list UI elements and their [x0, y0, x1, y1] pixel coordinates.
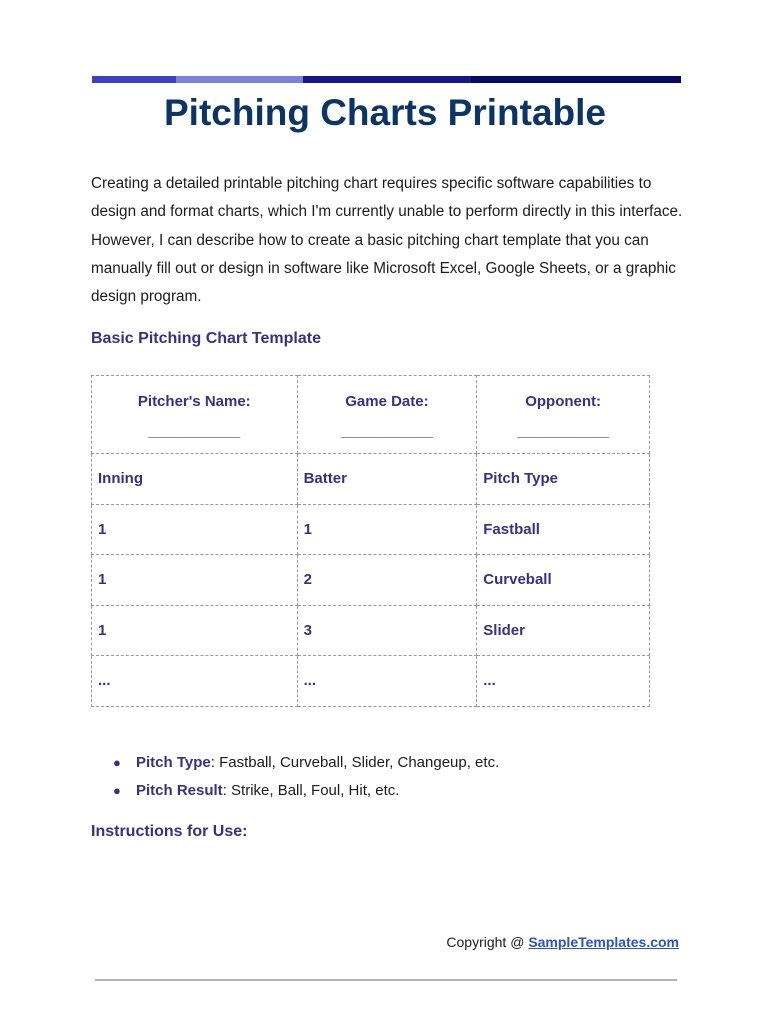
- table-cell-inning: 1: [92, 504, 298, 555]
- opponent-blank: ___________: [517, 423, 610, 440]
- table-cell-batter: 1: [297, 504, 477, 555]
- table-cell-pitch-type: Fastball: [477, 504, 650, 555]
- copyright-footer: [446, 934, 679, 950]
- section-heading-template: Basic Pitching Chart Template: [91, 330, 321, 347]
- table-cell-batter: 3: [297, 605, 477, 656]
- table-row: [92, 605, 650, 656]
- pitch-legend-list: [113, 749, 499, 805]
- pitcher-name-label: Pitcher's Name:: [137, 393, 251, 410]
- intro-paragraph: Creating a detailed printable pitching chart requires specific software capabilities to design and format charts, which I'm currently unable to perform directly in this interface. However, I can describe how to create a basic pitching chart template that you can manually fill out or design in software like Microsoft Excel, Google Sheets, or a graphic design program.: [91, 175, 683, 306]
- table-cell-pitch-type: Curveball: [477, 555, 650, 606]
- color-bar-segment: [92, 76, 176, 83]
- table-row: [92, 656, 650, 707]
- column-header-pitch-type: Pitch Type: [477, 454, 650, 505]
- table-cell-batter: 2: [297, 555, 477, 606]
- list-item: [113, 777, 499, 805]
- list-item-term: Pitch Type: [136, 754, 211, 771]
- table-row: [92, 504, 650, 555]
- bullet-icon: ●: [113, 755, 121, 770]
- table-column-headers-row: [92, 454, 650, 505]
- color-bar-segment: [471, 76, 681, 83]
- column-header-batter: Batter: [297, 454, 477, 505]
- section-heading-instructions: Instructions for Use:: [91, 823, 248, 840]
- table-cell-inning: 1: [92, 555, 298, 606]
- opponent-label: Opponent:: [525, 393, 602, 410]
- copyright-text: Copyright @: [446, 934, 529, 950]
- table-cell-inning: ...: [92, 656, 298, 707]
- column-header-inning: Inning: [92, 454, 298, 505]
- page-title: Pitching Charts Printable: [163, 92, 606, 133]
- pitching-chart-table: [91, 375, 650, 707]
- game-date-blank: ___________: [341, 423, 433, 440]
- table-cell-inning: 1: [92, 605, 298, 656]
- table-cell-pitch-type: ...: [477, 656, 650, 707]
- pitcher-name-blank: ___________: [148, 423, 241, 440]
- table-cell-pitch-type: Slider: [477, 605, 650, 656]
- sample-templates-link[interactable]: SampleTemplates.com: [528, 934, 679, 950]
- game-date-cell: [297, 376, 477, 454]
- header-color-bar: [92, 76, 681, 83]
- list-item-text: : Strike, Ball, Foul, Hit, etc.: [222, 782, 400, 799]
- bullet-icon: ●: [113, 783, 121, 798]
- list-item-term: Pitch Result: [136, 782, 223, 799]
- table-row: [92, 555, 650, 606]
- list-item: [113, 749, 499, 777]
- color-bar-segment: [303, 76, 471, 83]
- game-date-label: Game Date:: [345, 393, 429, 410]
- pitcher-name-cell: [92, 376, 298, 454]
- list-item-text: : Fastball, Curveball, Slider, Changeup, etc.: [210, 754, 500, 771]
- table-header-fields-row: [92, 376, 650, 454]
- table-cell-batter: ...: [297, 656, 477, 707]
- color-bar-segment: [176, 76, 303, 83]
- footer-divider: [95, 979, 677, 981]
- opponent-cell: [477, 376, 650, 454]
